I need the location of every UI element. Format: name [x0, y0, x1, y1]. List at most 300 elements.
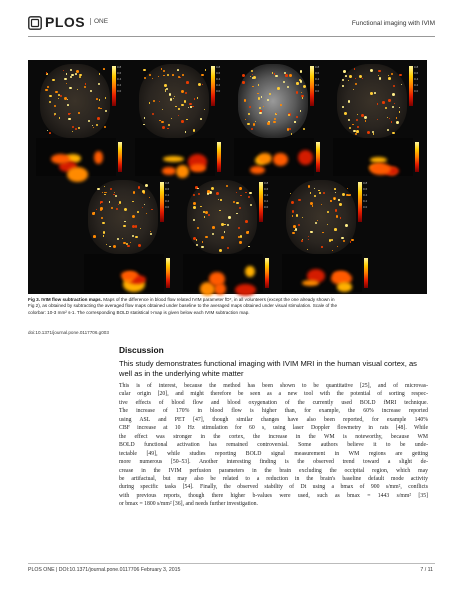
colorbar-ticks: [216, 64, 224, 94]
activation-dot: [287, 128, 289, 130]
ivim-figure: [28, 60, 427, 294]
body-line: the effect was stronger in the cortex, the increase in the WM is noteworthy, because WM: [119, 433, 428, 440]
colorbar-ticks: [264, 180, 272, 210]
activation-dot: [161, 121, 163, 123]
activation-dot: [327, 224, 328, 225]
activation-dot: [370, 69, 373, 72]
activation-dot: [392, 132, 394, 134]
activation-dot: [144, 117, 145, 118]
body-line: tectable [49], while studies reporting BOLD signal measurement in WM regions are getting: [119, 450, 428, 457]
colorbar: [211, 66, 215, 106]
activation-dot: [364, 116, 367, 119]
activation-dot: [287, 86, 289, 88]
activation-dot: [220, 199, 222, 201]
activation-dot: [132, 235, 134, 237]
activation-dot: [137, 211, 139, 213]
bold-colorbar: [265, 258, 269, 288]
activation-dot: [70, 69, 72, 71]
activation-dot: [207, 190, 210, 193]
activation-dot: [168, 124, 170, 126]
activation-dot: [202, 241, 203, 242]
activation-dot: [67, 104, 69, 106]
activation-dot: [49, 132, 51, 134]
activation-dot: [238, 236, 240, 238]
body-line: tive effects of blood flow and blood oxygenation of the currently used BOLD fMRI technique.: [119, 399, 428, 406]
activation-dot: [104, 192, 106, 194]
activation-dot: [116, 208, 118, 210]
bold-blob: [333, 271, 349, 278]
bold-blob: [163, 156, 184, 162]
activation-dot: [109, 246, 110, 247]
activation-dot: [47, 130, 48, 131]
bold-t-map: [333, 138, 413, 176]
activation-dot: [392, 93, 395, 96]
colorbar-tick: 0.4: [117, 77, 122, 81]
activation-dot: [69, 87, 71, 89]
body-line: with previous reports, though there higher b-values were used, such as bmax = 1443 s/mm² [35]: [119, 492, 428, 499]
activation-dot: [72, 126, 74, 128]
activation-dot: [133, 191, 135, 193]
activation-dot: [58, 94, 60, 96]
activation-dot: [153, 100, 155, 102]
plos-one-label: ONE: [90, 18, 108, 25]
colorbar-tick: 0.0: [414, 89, 419, 93]
activation-dot: [200, 206, 201, 207]
colorbar-tick: 0.2: [216, 83, 221, 87]
activation-dot: [300, 70, 302, 72]
activation-dot: [106, 192, 107, 193]
bold-blob: [190, 164, 206, 173]
activation-dot: [175, 106, 176, 107]
activation-dot: [159, 101, 160, 102]
activation-dot: [303, 128, 305, 130]
activation-dot: [314, 195, 316, 197]
plos-logo-icon: [28, 16, 42, 30]
figure-caption: [28, 297, 430, 316]
colorbar-tick: 0.6: [165, 187, 170, 191]
activation-dot: [174, 96, 175, 97]
activation-dot: [162, 126, 165, 129]
body-line: BOLD functional activation has remained controversial. Some authors believe it to be unde-: [119, 442, 428, 449]
activation-dot: [198, 193, 200, 195]
activation-dot: [399, 74, 401, 76]
activation-dot: [93, 235, 96, 238]
activation-dot: [165, 91, 166, 92]
body-line: crease in the IVIM perfusion parameters in the brain excluding the occipital region, which may: [119, 467, 428, 474]
activation-dot: [138, 186, 141, 189]
activation-dot: [99, 73, 100, 74]
activation-dot: [196, 239, 197, 240]
activation-dot: [353, 89, 354, 90]
activation-dot: [294, 121, 295, 122]
footer-journal: PLOS ONE | DOI:10.1371/journal.pone.0117706 February 3, 2015: [28, 567, 181, 573]
colorbar-tick: 0.0: [264, 205, 269, 209]
activation-dot: [339, 203, 342, 206]
activation-dot: [205, 211, 208, 214]
bold-blob: [302, 280, 318, 286]
activation-dot: [90, 90, 92, 92]
colorbar-tick: 0.6: [216, 71, 221, 75]
activation-dot: [67, 99, 68, 100]
colorbar-tick: 0.4: [315, 77, 320, 81]
page-header: [28, 14, 435, 36]
colorbar-tick: 0.8: [165, 181, 170, 185]
activation-dot: [292, 232, 294, 234]
activation-dot: [334, 188, 336, 190]
activation-dot: [240, 195, 241, 196]
activation-dot: [236, 192, 237, 193]
activation-dot: [319, 192, 321, 194]
header-divider: [28, 36, 435, 37]
colorbar: [409, 66, 413, 106]
body-line: during specific tasks [54]. Finally, the observed stability of Dt using a bmax of 900 s/mm², conflicts: [119, 484, 428, 491]
activation-dot: [221, 223, 224, 226]
colorbar: [259, 182, 263, 222]
activation-dot: [352, 124, 354, 126]
bold-blob: [370, 157, 387, 163]
bold-blob: [245, 266, 254, 277]
activation-dot: [197, 227, 199, 229]
activation-dot: [344, 112, 347, 115]
colorbar-tick: 0.4: [165, 193, 170, 197]
colorbar: [358, 182, 362, 222]
activation-dot: [401, 84, 402, 85]
activation-dot: [298, 199, 301, 202]
running-title: Functional imaging with IVIM: [351, 20, 435, 27]
bold-colorbar: [166, 258, 170, 288]
colorbar-tick: 0.4: [414, 77, 419, 81]
section-lead: This study demonstrates functional imaging with IVIM MRI in the human visual cortex, as well as in the underlying white matter: [119, 359, 417, 378]
activation-dot: [259, 107, 261, 109]
activation-dot: [242, 81, 244, 83]
activation-dot: [123, 225, 125, 227]
colorbar-tick: 0.8: [414, 65, 419, 69]
activation-dot: [167, 74, 169, 76]
activation-dot: [142, 190, 145, 193]
activation-dot: [204, 109, 205, 110]
activation-dot: [146, 213, 147, 214]
activation-dot: [289, 74, 292, 77]
page-number: 7 / 11: [420, 567, 433, 573]
activation-dot: [296, 214, 298, 216]
activation-dot: [103, 231, 105, 233]
activation-dot: [296, 82, 298, 84]
activation-dot: [355, 83, 357, 85]
body-line: CBF increase at 10 Hz stimulation for 60 s, using laser Doppler flowmetry in rats [48]. While: [119, 425, 428, 432]
activation-dot: [310, 231, 313, 234]
activation-dot: [382, 101, 385, 104]
activation-dot: [322, 232, 324, 234]
activation-dot: [104, 126, 106, 128]
colorbar: [160, 182, 164, 222]
colorbar-ticks: [165, 180, 173, 210]
activation-dot: [300, 80, 302, 82]
colorbar-tick: 0.6: [264, 187, 269, 191]
activation-dot: [178, 115, 179, 116]
bold-t-map: [135, 138, 215, 176]
activation-dot: [249, 106, 251, 108]
activation-dot: [177, 69, 179, 71]
activation-dot: [342, 85, 344, 87]
activation-dot: [140, 228, 141, 229]
activation-dot: [88, 120, 90, 122]
bold-blob: [273, 153, 288, 166]
colorbar-tick: 0.2: [414, 83, 419, 87]
colorbar-tick: 0.2: [165, 199, 170, 203]
plos-logo-text: PLOS: [45, 14, 86, 30]
activation-dot: [239, 187, 242, 190]
bold-colorbar: [364, 258, 368, 288]
activation-dot: [212, 226, 215, 229]
activation-dot: [130, 242, 131, 243]
body-line: more numerous [50–53]. Another interesting finding is the observed trend toward a slight de-: [119, 459, 428, 466]
activation-dot: [275, 75, 277, 77]
activation-dot: [370, 92, 373, 95]
activation-dot: [97, 188, 99, 190]
activation-dot: [201, 74, 203, 76]
activation-dot: [347, 188, 348, 189]
bold-blob: [51, 154, 70, 164]
ivim-map-panel: [327, 62, 423, 176]
activation-dot: [338, 199, 339, 200]
bold-blob: [258, 153, 272, 164]
activation-dot: [251, 70, 253, 72]
activation-dot: [310, 192, 311, 193]
activation-dot: [296, 116, 298, 118]
activation-dot: [64, 78, 66, 80]
activation-dot: [84, 86, 86, 88]
activation-dot: [205, 236, 207, 238]
activation-dot: [122, 238, 123, 239]
colorbar-tick: 0.2: [363, 199, 368, 203]
bold-blob: [176, 165, 189, 178]
colorbar-tick: 0.2: [315, 83, 320, 87]
colorbar-ticks: [315, 64, 323, 94]
bold-blob: [94, 151, 104, 164]
section-heading: Discussion: [119, 345, 164, 355]
discussion-body: [119, 382, 428, 509]
activation-dot: [388, 99, 390, 101]
colorbar-tick: 0.8: [264, 181, 269, 185]
activation-dot: [182, 74, 184, 76]
activation-dot: [96, 98, 98, 100]
activation-dot: [301, 92, 302, 93]
activation-dot: [55, 91, 58, 94]
activation-dot: [85, 83, 86, 84]
activation-dot: [132, 215, 135, 218]
activation-dot: [280, 104, 282, 106]
activation-dot: [184, 100, 186, 102]
colorbar-ticks: [117, 64, 125, 94]
activation-dot: [236, 202, 239, 205]
bold-blob: [162, 167, 175, 175]
bold-colorbar: [415, 142, 419, 172]
figure-doi: doi:10.1371/journal.pone.0117706.g003: [28, 330, 109, 335]
colorbar-tick: 0.0: [363, 205, 368, 209]
activation-dot: [239, 241, 241, 243]
activation-dot: [349, 75, 352, 78]
ivim-map-panel: [78, 178, 174, 292]
activation-dot: [233, 201, 235, 203]
activation-dot: [321, 246, 322, 247]
activation-dot: [178, 108, 179, 109]
activation-dot: [244, 99, 247, 102]
colorbar-tick: 0.0: [117, 89, 122, 93]
colorbar-tick: 0.8: [363, 181, 368, 185]
activation-dot: [192, 106, 193, 107]
colorbar-tick: 0.8: [216, 65, 221, 69]
activation-dot: [246, 231, 249, 234]
activation-dot: [150, 233, 152, 235]
activation-dot: [260, 110, 261, 111]
activation-dot: [350, 241, 351, 242]
caption-label: Fig 3. IVIM flow subtraction maps.: [28, 297, 103, 302]
activation-dot: [330, 200, 331, 201]
colorbar-tick: 0.2: [117, 83, 122, 87]
activation-dot: [392, 106, 394, 108]
activation-dot: [334, 228, 337, 231]
activation-dot: [68, 118, 70, 120]
colorbar-tick: 0.2: [264, 199, 269, 203]
caption-line-3: colorbar: 10-3 mm² s-1. The corresponding BOLD statistical t-map is given below each IVIM subtraction map.: [28, 309, 250, 315]
activation-dot: [346, 194, 349, 197]
body-line: be artifactual, but may also be related to a reduction in the brain's baseline default mode activity: [119, 475, 428, 482]
activation-dot: [100, 108, 102, 110]
activation-dot: [277, 87, 280, 90]
body-line: The increase of 170% in blood flow is higher than, for example, the 60% increase reported: [119, 408, 428, 415]
ivim-map-panel: [228, 62, 324, 176]
colorbar-tick: 0.0: [315, 89, 320, 93]
activation-dot: [117, 238, 119, 240]
activation-dot: [248, 246, 249, 247]
activation-dot: [342, 79, 344, 81]
bold-t-map: [282, 254, 362, 292]
activation-dot: [373, 133, 374, 134]
ivim-map-panel: [30, 62, 126, 176]
body-line: or bmax = 1800 s/mm² [36], and needs further investigation.: [119, 501, 258, 508]
bold-colorbar: [118, 142, 122, 172]
brain-slice: [238, 64, 308, 138]
bold-blob: [235, 284, 256, 297]
activation-dot: [96, 209, 97, 210]
colorbar-tick: 0.4: [363, 193, 368, 197]
body-line: cular origin [20], and might therefore be seen as a new tool with the potential of sorting respec-: [119, 391, 428, 398]
activation-dot: [92, 212, 95, 215]
activation-dot: [343, 70, 346, 73]
activation-dot: [181, 90, 184, 93]
activation-dot: [245, 220, 248, 223]
activation-dot: [68, 113, 69, 114]
activation-dot: [291, 201, 294, 204]
caption-line-2: Fig 2), as obtained by subtracting the averaged flow maps obtained under baseline to the averaged maps obtained under visual stimulation. Scale of the: [28, 303, 337, 309]
activation-dot: [205, 69, 207, 71]
activation-dot: [113, 245, 116, 248]
activation-dot: [193, 194, 195, 196]
colorbar-tick: 0.8: [315, 65, 320, 69]
colorbar-tick: 0.0: [165, 205, 170, 209]
activation-dot: [145, 184, 148, 187]
activation-dot: [228, 216, 231, 219]
colorbar-ticks: [414, 64, 422, 94]
bold-blob: [337, 282, 352, 292]
colorbar: [112, 66, 116, 106]
bold-t-map: [84, 254, 164, 292]
body-line: using ASL and PET [47], though similar changes have also been reported, for example 140%: [119, 416, 428, 423]
bold-colorbar: [217, 142, 221, 172]
colorbar-tick: 0.4: [216, 77, 221, 81]
activation-dot: [396, 121, 399, 124]
activation-dot: [163, 75, 164, 76]
bold-t-map: [234, 138, 314, 176]
body-line: This is of interest, because the method has been shown to be quantitative [25], and of microvas-: [119, 383, 428, 389]
activation-dot: [285, 74, 288, 77]
activation-dot: [172, 74, 174, 76]
bold-blob: [121, 271, 136, 280]
activation-dot: [295, 228, 297, 230]
activation-dot: [292, 210, 295, 213]
ivim-map-panel: [129, 62, 225, 176]
activation-dot: [103, 68, 105, 70]
activation-dot: [54, 113, 56, 115]
ivim-map-panel: [276, 178, 372, 292]
activation-dot: [302, 97, 304, 99]
activation-dot: [300, 110, 302, 112]
colorbar: [310, 66, 314, 106]
activation-dot: [49, 95, 51, 97]
bold-blob: [298, 150, 313, 165]
caption-line-1: Maps of the difference in blood flow related IVIM parameter fD*, in all volunteers (except the one already shown in: [102, 297, 335, 302]
bold-blob: [209, 272, 224, 286]
colorbar-tick: 0.4: [264, 193, 269, 197]
colorbar-tick: 0.8: [117, 65, 122, 69]
bold-blob: [250, 166, 265, 174]
activation-dot: [377, 119, 378, 120]
brain-slice: [286, 180, 356, 254]
activation-dot: [96, 124, 98, 126]
activation-dot: [170, 98, 172, 100]
colorbar-tick: 0.6: [117, 71, 122, 75]
activation-dot: [152, 78, 153, 79]
activation-dot: [200, 118, 202, 120]
bold-colorbar: [316, 142, 320, 172]
activation-dot: [143, 124, 144, 125]
activation-dot: [283, 81, 285, 83]
activation-dot: [186, 81, 189, 84]
activation-dot: [104, 194, 105, 195]
activation-dot: [335, 192, 336, 193]
activation-dot: [258, 84, 260, 86]
activation-dot: [388, 77, 391, 80]
colorbar-tick: 0.6: [315, 71, 320, 75]
activation-dot: [103, 235, 104, 236]
activation-dot: [181, 104, 184, 107]
footer-divider: [28, 563, 435, 564]
activation-dot: [341, 237, 344, 240]
activation-dot: [143, 69, 145, 71]
bold-t-map: [183, 254, 263, 292]
activation-dot: [60, 95, 62, 97]
activation-dot: [345, 75, 347, 77]
colorbar-tick: 0.6: [414, 71, 419, 75]
activation-dot: [302, 217, 303, 218]
colorbar-ticks: [363, 180, 371, 210]
colorbar-tick: 0.6: [363, 187, 368, 191]
bold-t-map: [36, 138, 116, 176]
activation-dot: [258, 97, 260, 99]
activation-dot: [193, 202, 196, 205]
activation-dot: [216, 192, 219, 195]
activation-dot: [359, 75, 362, 78]
